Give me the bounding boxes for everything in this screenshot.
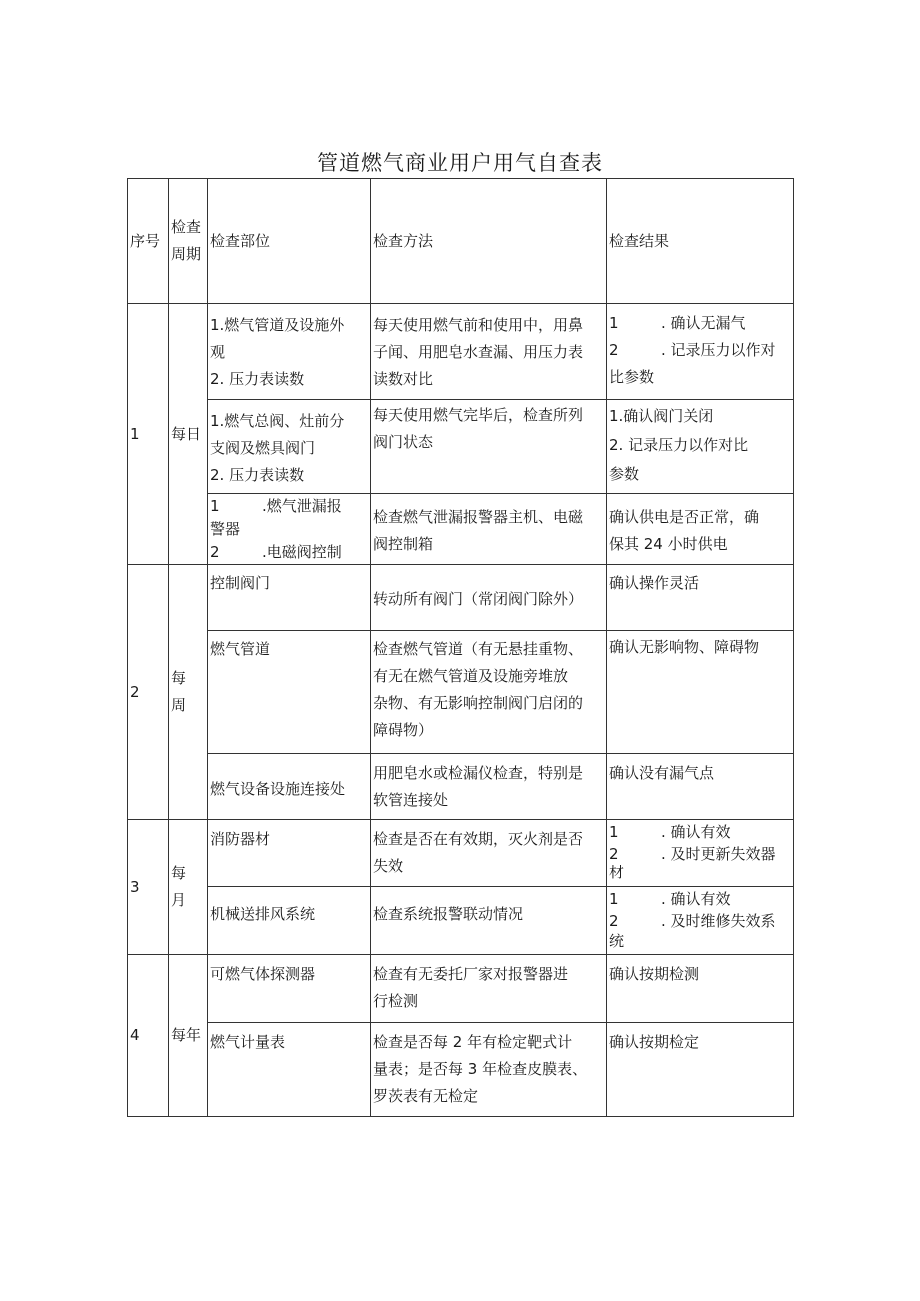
method-line: 量表；是否每 3 年检查皮膜表、 (373, 1060, 588, 1078)
row-part (208, 754, 371, 820)
method-line: 罗茨表有无检定 (373, 1087, 479, 1105)
result-line: 1.确认阀门关闭 (609, 407, 714, 425)
group-period (169, 820, 208, 955)
header-period (169, 179, 208, 304)
method-line: 读数对比 (373, 370, 434, 388)
row-part (208, 1023, 371, 1117)
period-line: 周 (171, 696, 187, 714)
result-item (609, 821, 793, 843)
item-text: .电磁阀控制 (262, 543, 342, 561)
method-line: 失效 (373, 857, 404, 875)
row-part (208, 887, 371, 955)
row-method (371, 754, 607, 820)
header-period-line-1: 检查 (171, 218, 202, 236)
method-line: 障碍物） (373, 721, 434, 739)
part-line: 控制阀门 (210, 574, 271, 592)
row-method (371, 887, 607, 955)
row-part (208, 400, 371, 494)
row-result (607, 887, 794, 955)
result-line: 2. 记录压力以作对比 (609, 436, 749, 454)
row-part (208, 631, 371, 754)
result-line: 确认按期检测 (609, 965, 700, 983)
result-line: 确认按期检定 (609, 1033, 700, 1051)
table-row (128, 887, 794, 955)
method-line: 阀门状态 (373, 433, 434, 451)
table-row (128, 565, 794, 631)
row-result (607, 400, 794, 494)
self-check-table (127, 178, 794, 1117)
group-no: 2 (128, 565, 169, 820)
period-line: 月 (171, 891, 187, 909)
row-part (208, 304, 371, 400)
part-line: 支阀及燃具阀门 (210, 439, 316, 457)
part-line: 消防器材 (210, 830, 271, 848)
part-line: 2. 压力表读数 (210, 370, 305, 388)
item-number: 1 (609, 890, 619, 908)
group-no: 1 (128, 304, 169, 565)
method-line: 有无在燃气管道及设施旁堆放 (373, 667, 569, 685)
table-row (128, 400, 794, 494)
part-item (210, 518, 370, 541)
header-period-line-2: 周期 (171, 245, 202, 263)
result-item (609, 337, 793, 364)
table-row (128, 820, 794, 887)
item-text: . 及时更新失效器 (661, 845, 776, 863)
table-row (128, 955, 794, 1023)
result-line: 保其 24 小时供电 (609, 535, 728, 553)
item-number: 2 (609, 341, 619, 359)
group-period: 每年 (169, 955, 208, 1117)
item-number: 2 (210, 543, 220, 561)
method-line: 阀控制箱 (373, 535, 434, 553)
row-part (208, 955, 371, 1023)
item-number: 1 (609, 314, 619, 332)
header-no: 序号 (128, 179, 169, 304)
item-number: 1 (210, 497, 220, 515)
row-result (607, 631, 794, 754)
part-line: 燃气管道 (210, 640, 271, 658)
row-method (371, 820, 607, 887)
item-text: . 及时维修失效系 (661, 912, 776, 930)
table-row (128, 754, 794, 820)
method-line: 杂物、有无影响控制阀门启闭的 (373, 694, 584, 712)
method-line: 检查燃气泄漏报警器主机、电磁 (373, 508, 584, 526)
page-title: 管道燃气商业用户用气自查表 (317, 151, 603, 175)
group-period (169, 565, 208, 820)
row-part (208, 565, 371, 631)
row-result (607, 955, 794, 1023)
row-method (371, 400, 607, 494)
item-text: . 确认有效 (661, 890, 731, 908)
result-line: 参数 (609, 465, 640, 483)
item-text: 警器 (210, 520, 241, 538)
result-line: 材 (609, 865, 625, 879)
period-line: 每 (171, 864, 187, 882)
item-text: . 确认无漏气 (661, 314, 746, 332)
item-text: . 记录压力以作对 (661, 341, 776, 359)
part-line: 观 (210, 343, 226, 361)
header-method: 检查方法 (371, 179, 607, 304)
result-item (609, 843, 793, 865)
result-line: 确认没有漏气点 (609, 764, 715, 782)
method-line: 每天使用燃气前和使用中，用鼻 (373, 316, 584, 334)
table-row (128, 304, 794, 400)
part-line: 燃气计量表 (210, 1033, 286, 1051)
part-line: 1.燃气管道及设施外 (210, 316, 345, 334)
result-line: 确认供电是否正常，确 (609, 508, 760, 526)
result-line: 比参数 (609, 368, 655, 386)
result-item (609, 888, 793, 910)
part-item (210, 541, 370, 564)
row-part (208, 494, 371, 565)
row-method (371, 565, 607, 631)
row-result (607, 494, 794, 565)
row-method (371, 955, 607, 1023)
item-text: . 确认有效 (661, 823, 731, 841)
method-line: 检查是否在有效期，灭火剂是否 (373, 830, 584, 848)
method-line: 行检测 (373, 992, 419, 1010)
row-part (208, 820, 371, 887)
row-method (371, 304, 607, 400)
header-part: 检查部位 (208, 179, 371, 304)
method-line: 子闻、用肥皂水查漏、用压力表 (373, 343, 584, 361)
part-line: 可燃气体探测器 (210, 965, 316, 983)
row-method (371, 631, 607, 754)
row-method (371, 494, 607, 565)
group-no: 3 (128, 820, 169, 955)
row-result (607, 1023, 794, 1117)
method-line: 软管连接处 (373, 791, 449, 809)
item-number: 2 (609, 845, 619, 863)
table-row (128, 494, 794, 565)
part-line: 机械送排风系统 (210, 905, 316, 923)
period-line: 每 (171, 669, 187, 687)
row-result (607, 754, 794, 820)
method-line: 检查是否每 2 年有检定靶式计 (373, 1033, 573, 1051)
method-line: 每天使用燃气完毕后，检查所列 (373, 406, 584, 424)
result-item (609, 310, 793, 337)
result-line: 统 (609, 932, 625, 950)
part-line: 2. 压力表读数 (210, 466, 305, 484)
row-method (371, 1023, 607, 1117)
result-item (609, 910, 793, 932)
part-line: 1.燃气总阀、灶前分 (210, 412, 345, 430)
result-line: 确认操作灵活 (609, 574, 700, 592)
header-result: 检查结果 (607, 179, 794, 304)
item-text: .燃气泄漏报 (262, 497, 342, 515)
part-item (210, 495, 370, 518)
row-result (607, 304, 794, 400)
table-header-row (128, 179, 794, 304)
method-line: 检查有无委托厂家对报警器进 (373, 965, 569, 983)
item-number: 1 (609, 823, 619, 841)
part-line: 燃气设备设施连接处 (210, 780, 346, 798)
table-row (128, 631, 794, 754)
row-result (607, 820, 794, 887)
method-line: 检查系统报警联动情况 (373, 905, 524, 923)
method-line: 转动所有阀门（常闭阀门除外） (373, 590, 584, 608)
method-line: 检查燃气管道（有无悬挂重物、 (373, 640, 584, 658)
table-row (128, 1023, 794, 1117)
item-number: 2 (609, 912, 619, 930)
group-period: 每日 (169, 304, 208, 565)
row-result (607, 565, 794, 631)
result-line: 确认无影响物、障碍物 (609, 638, 760, 656)
method-line: 用肥皂水或检漏仪检查，特别是 (373, 764, 584, 782)
group-no: 4 (128, 955, 169, 1117)
